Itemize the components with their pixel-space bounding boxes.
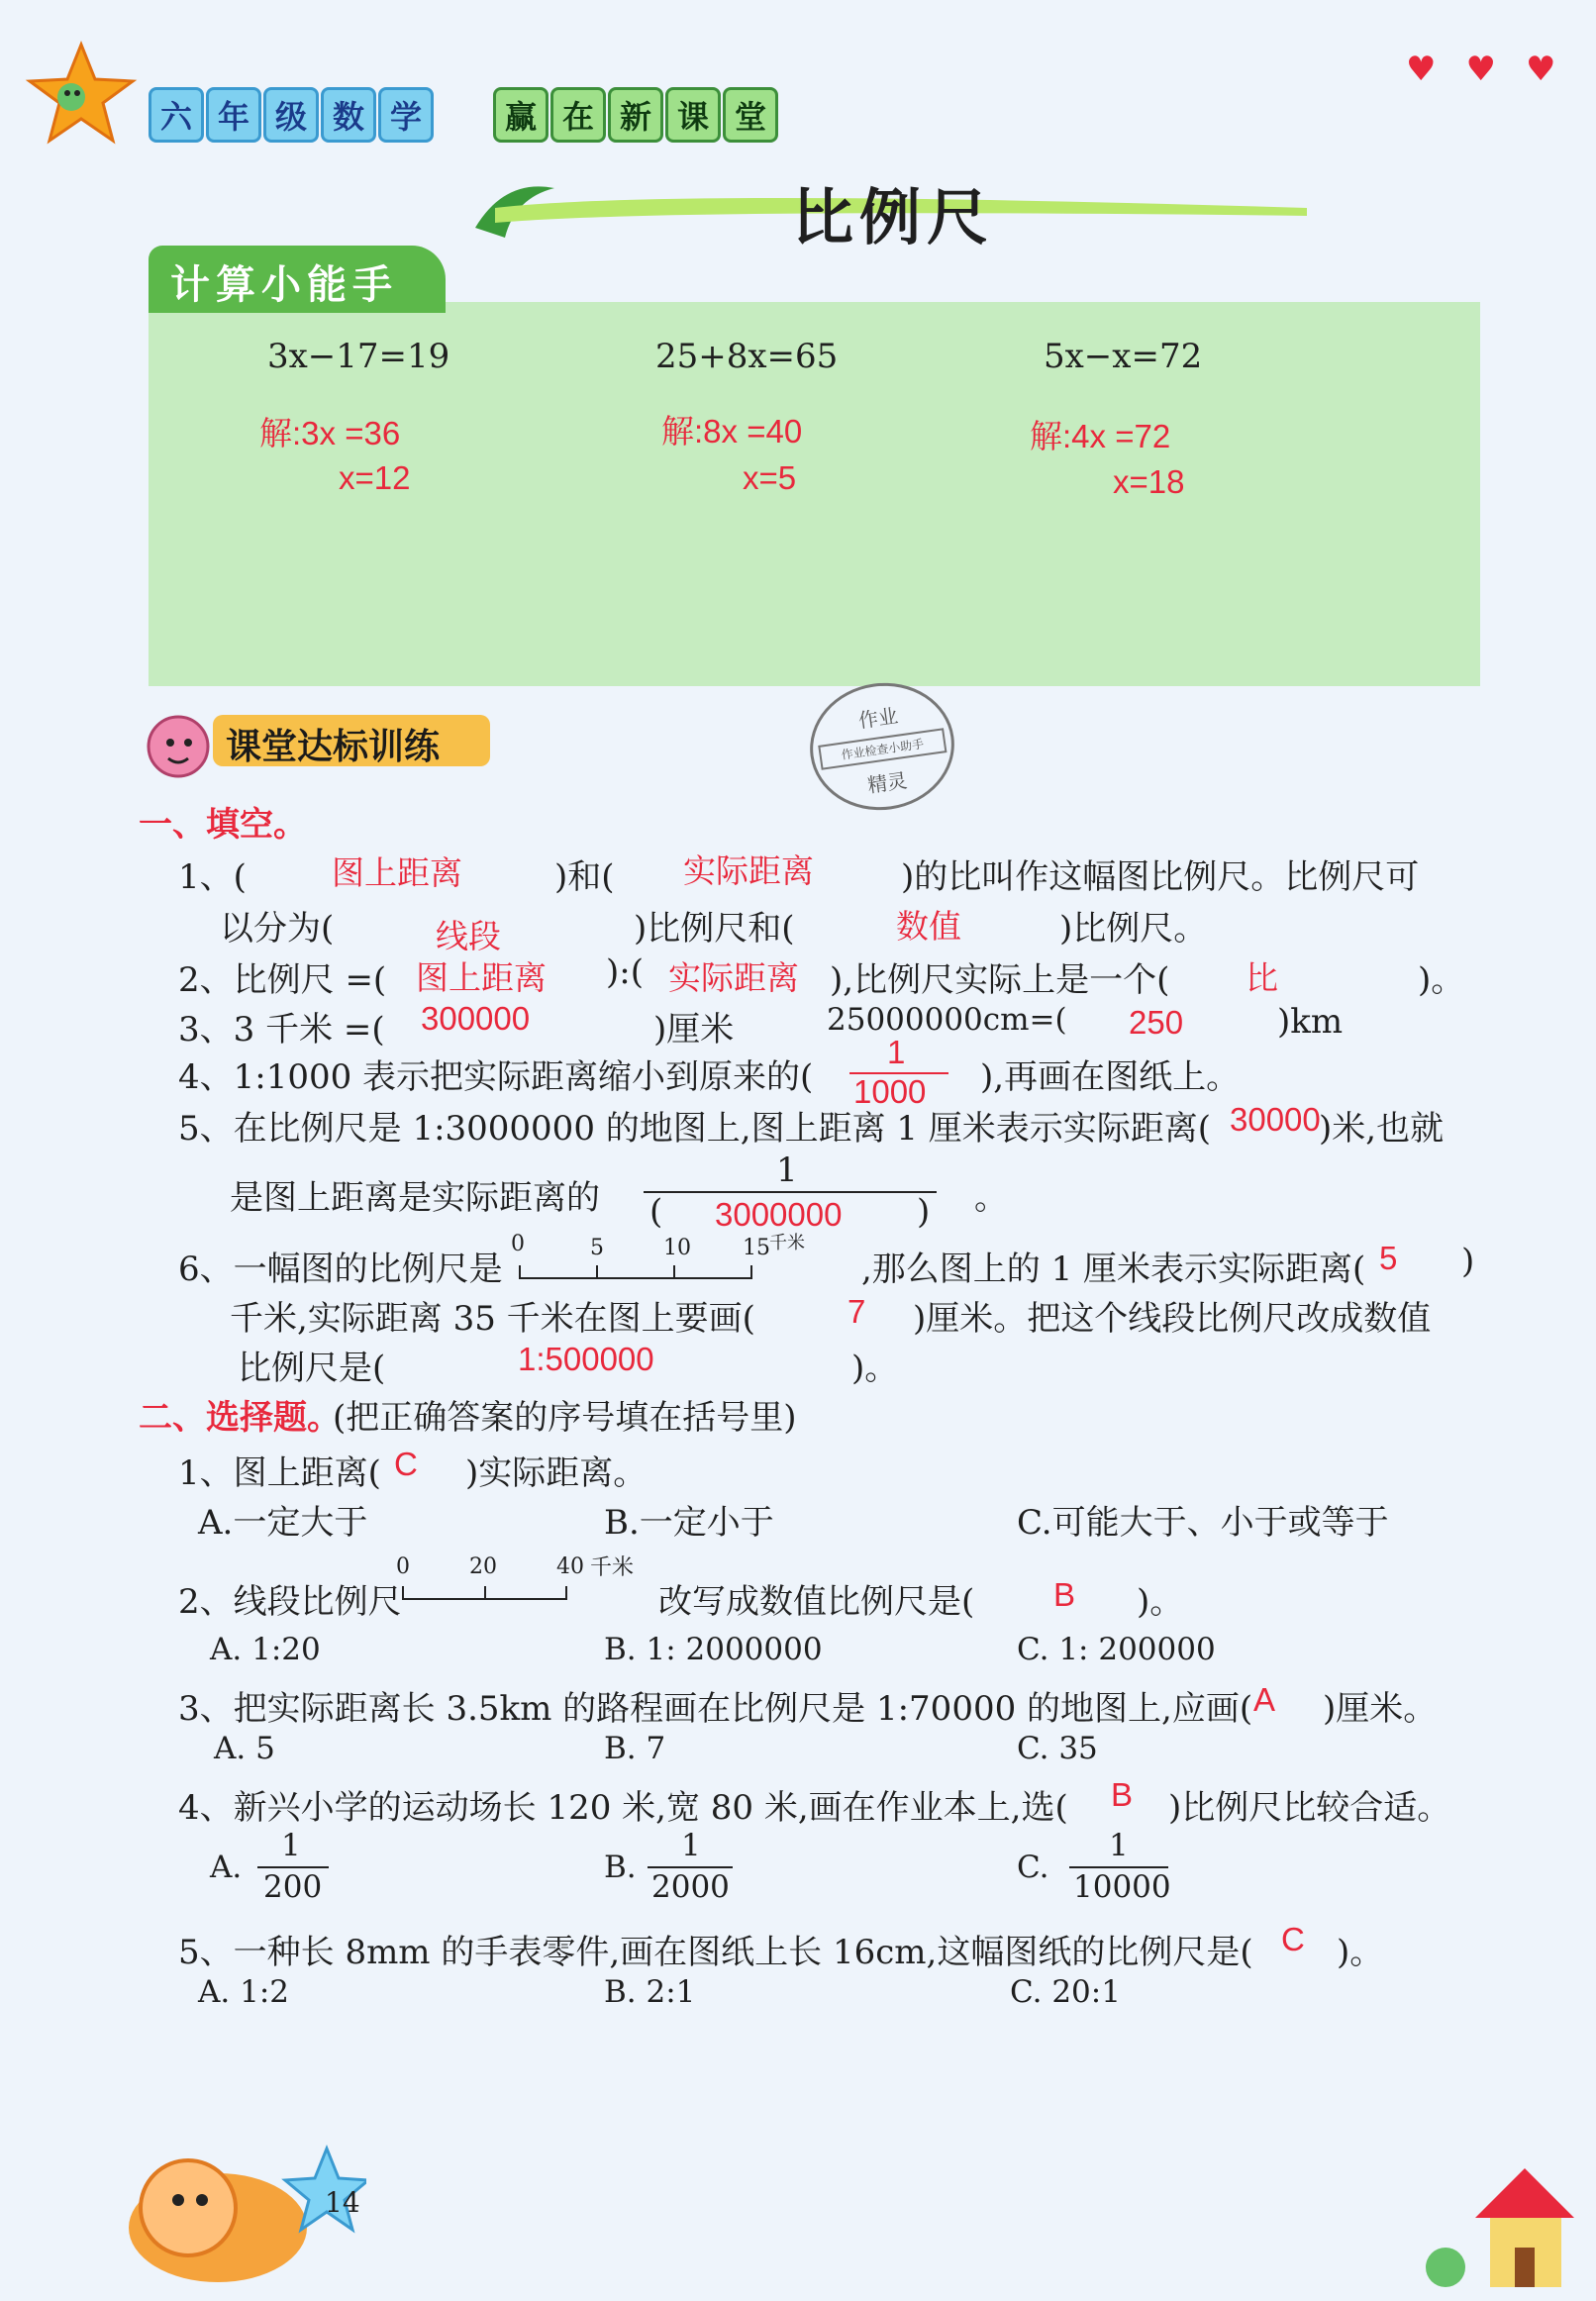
scale-tick (750, 1265, 752, 1279)
homework-stamp (802, 673, 962, 819)
scale-line (519, 1277, 752, 1279)
header-char: 在 (550, 87, 606, 143)
q6-line3-post: )。 (851, 1349, 899, 1388)
q3-post: )km (1277, 1002, 1344, 1042)
q3-answer: 250 (1129, 1004, 1184, 1041)
c4-option-numerator: 1 (281, 1828, 301, 1863)
q5-fraction-bar (644, 1191, 937, 1193)
q1-pre: 1、( (178, 857, 247, 897)
q3-mid2: 25000000cm=( (827, 1002, 1067, 1038)
c2-mid: 改写成数值比例尺是( (658, 1582, 975, 1622)
header-char: 级 (263, 87, 319, 143)
q5-den-open: ( (649, 1192, 663, 1232)
scale-tick (565, 1586, 567, 1600)
q2-answer: 实际距离 (668, 959, 799, 996)
c5-option: C. 20:1 (1010, 1974, 1121, 2010)
c4-option-label: A. (210, 1850, 243, 1885)
c3-pre: 3、把实际距离长 3.5km 的路程画在比例尺是 1:70000 的地图上,应画( (178, 1689, 1253, 1729)
q1-post: )的比叫作这幅图比例尺。比例尺可 (901, 857, 1420, 897)
q1-answer: 线段 (436, 918, 501, 954)
calc-equation: 25+8x=65 (655, 337, 839, 376)
q2-mid2: ),比例尺实际上是一个( (830, 960, 1170, 1000)
q6-line2-post: )厘米。把这个线段比例尺改成数值 (913, 1299, 1432, 1339)
c4-option-label: C. (1017, 1850, 1049, 1885)
scale-tick (519, 1265, 521, 1279)
q1-line2: 以分为( (220, 909, 335, 949)
c5-option: A. 1:2 (198, 1974, 289, 2010)
q1-answer: 数值 (896, 908, 961, 945)
class-heading: 课堂达标训练 (226, 727, 441, 767)
q2-answer: 图上距离 (416, 959, 547, 996)
c4-option-fraction-bar (1069, 1866, 1168, 1868)
header-char: 学 (378, 87, 434, 143)
q4-fraction-numerator: 1 (887, 1034, 906, 1070)
q6-mid: ,那么图上的 1 厘米表示实际距离( (861, 1250, 1366, 1289)
footer-house-icon (1406, 2158, 1584, 2301)
scale-tick-label: 0 (511, 1232, 525, 1256)
c4-pre: 4、新兴小学的运动场长 120 米,宽 80 米,画在作业本上,选( (178, 1788, 1068, 1828)
c2-pre: 2、线段比例尺 (178, 1582, 402, 1622)
c4-option-fraction-bar (648, 1866, 733, 1868)
c4-option-denominator: 2000 (651, 1869, 730, 1905)
q3-pre: 3、3 千米 =( (178, 1010, 385, 1050)
q1-mid: )和( (554, 857, 615, 897)
scale-tick (596, 1265, 598, 1279)
hearts-decoration-icon: ♥♥♥ (1406, 50, 1586, 89)
q3-mid: )厘米 (653, 1010, 735, 1050)
c3-answer: A (1253, 1681, 1276, 1718)
header-char: 六 (149, 87, 204, 143)
choice-note: (把正确答案的序号填在括号里) (333, 1398, 797, 1438)
c1-pre: 1、图上距离( (178, 1453, 381, 1493)
c5-answer: C (1281, 1921, 1305, 1957)
q4-pre: 4、1:1000 表示把实际距离缩小到原来的( (178, 1057, 814, 1097)
scale-tick (673, 1265, 675, 1279)
stamp-text: 作业 (856, 703, 900, 733)
c1-post: )实际距离。 (465, 1453, 648, 1493)
q3-answer: 300000 (421, 1000, 531, 1037)
q5-post: )米,也就 (1319, 1109, 1445, 1149)
q2-pre: 2、比例尺 =( (178, 960, 387, 1000)
q5-fraction-denominator: 3000000 (715, 1196, 843, 1233)
q2-post: )。 (1418, 960, 1465, 1000)
q6-line3: 比例尺是( (238, 1349, 386, 1388)
header-char: 堂 (723, 87, 778, 143)
q5-line2: 是图上距离是实际距离的 (230, 1178, 600, 1218)
calc-result: x=12 (339, 459, 411, 496)
q1-answer: 图上距离 (332, 854, 462, 891)
scale-unit: 千米 (590, 1555, 635, 1580)
scale-tick-label: 5 (590, 1236, 604, 1260)
header-char: 新 (608, 87, 663, 143)
q4-fraction-denominator: 1000 (853, 1073, 927, 1110)
q2-mid: ):( (606, 952, 644, 992)
c2-option: C. 1: 200000 (1017, 1632, 1216, 1667)
q6-answer: 1:500000 (518, 1341, 654, 1377)
scale-unit: 千米 (769, 1233, 805, 1253)
q6-end: ) (1461, 1242, 1475, 1281)
stamp-text: 作业检查小助手 (818, 728, 947, 770)
q6-answer: 5 (1379, 1240, 1398, 1276)
header-char: 赢 (493, 87, 549, 143)
q5-den-close: ) (917, 1192, 931, 1232)
header-char: 数 (321, 87, 376, 143)
stamp-text: 精灵 (865, 767, 909, 798)
c4-option-numerator: 1 (1109, 1828, 1129, 1863)
calc-heading: 计算小能手 (170, 262, 398, 308)
c3-option: B. 7 (604, 1731, 666, 1766)
scale-tick-label: 10 (663, 1236, 691, 1260)
q5-fraction-numerator: 1 (776, 1150, 798, 1190)
q1-line2-post: )比例尺。 (1059, 909, 1208, 949)
c2-post: )。 (1137, 1582, 1184, 1622)
c5-post: )。 (1337, 1933, 1384, 1972)
c3-option: A. 5 (214, 1731, 275, 1766)
c5-option: B. 2:1 (604, 1974, 696, 2010)
calc-equation: 5x−x=72 (1044, 337, 1203, 376)
page-number: 14 (325, 2186, 360, 2219)
q2-answer: 比 (1246, 959, 1278, 996)
q6-answer: 7 (848, 1293, 866, 1330)
scale-tick (402, 1586, 404, 1600)
scale-tick (484, 1586, 486, 1600)
calc-result: x=18 (1113, 463, 1185, 500)
calc-step: 解:4x =72 (1030, 418, 1171, 454)
q6-pre: 6、一幅图的比例尺是 (178, 1250, 503, 1289)
header-char: 年 (206, 87, 261, 143)
q5-end: 。 (974, 1178, 1008, 1218)
c4-option-fraction-bar (257, 1866, 329, 1868)
q5-answer: 30000 (1230, 1101, 1321, 1138)
fill-heading: 一、填空。 (139, 805, 307, 845)
q5-pre: 5、在比例尺是 1:3000000 的地图上,图上距离 1 厘米表示实际距离( (178, 1109, 1212, 1149)
c3-post: )厘米。 (1323, 1689, 1438, 1729)
c4-post: )比例尺比较合适。 (1168, 1788, 1451, 1828)
c4-option-denominator: 200 (263, 1869, 323, 1905)
q4-post: ),再画在图纸上。 (980, 1057, 1241, 1097)
header-char: 课 (665, 87, 721, 143)
c2-option: A. 1:20 (210, 1632, 321, 1667)
choice-heading: 二、选择题。 (139, 1398, 341, 1438)
calc-equation: 3x−17=19 (267, 337, 450, 376)
c4-answer: B (1111, 1776, 1134, 1813)
c4-option-denominator: 10000 (1073, 1869, 1171, 1905)
c2-answer: B (1053, 1576, 1076, 1613)
c1-option: C.可能大于、小于或等于 (1017, 1503, 1389, 1543)
c4-option-label: B. (604, 1850, 637, 1885)
c3-option: C. 35 (1017, 1731, 1098, 1766)
q1-answer: 实际距离 (683, 852, 814, 889)
scale-tick-label: 20 (469, 1554, 497, 1579)
scale-tick-label: 0 (396, 1554, 410, 1579)
c5-pre: 5、一种长 8mm 的手表零件,画在图纸上长 16cm,这幅图纸的比例尺是( (178, 1933, 1253, 1972)
c1-answer: C (394, 1446, 418, 1482)
c4-option-numerator: 1 (681, 1828, 701, 1863)
c1-option: A.一定大于 (198, 1503, 368, 1543)
scale-tick-label: 40 (556, 1554, 584, 1579)
scale-tick-label: 15 (743, 1236, 770, 1260)
calc-step: 解:8x =40 (661, 413, 803, 450)
q6-line2: 千米,实际距离 35 千米在图上要画( (230, 1299, 755, 1339)
q1-line2-mid: )比例尺和( (634, 909, 795, 949)
c1-option: B.一定小于 (604, 1503, 774, 1543)
cartoon-head-icon (139, 705, 218, 788)
c2-option: B. 1: 2000000 (604, 1632, 823, 1667)
calc-result: x=5 (743, 459, 797, 496)
page-title: 比例尺 (792, 181, 995, 253)
star-mascot-icon (22, 40, 141, 152)
calc-step: 解:3x =36 (259, 415, 401, 451)
